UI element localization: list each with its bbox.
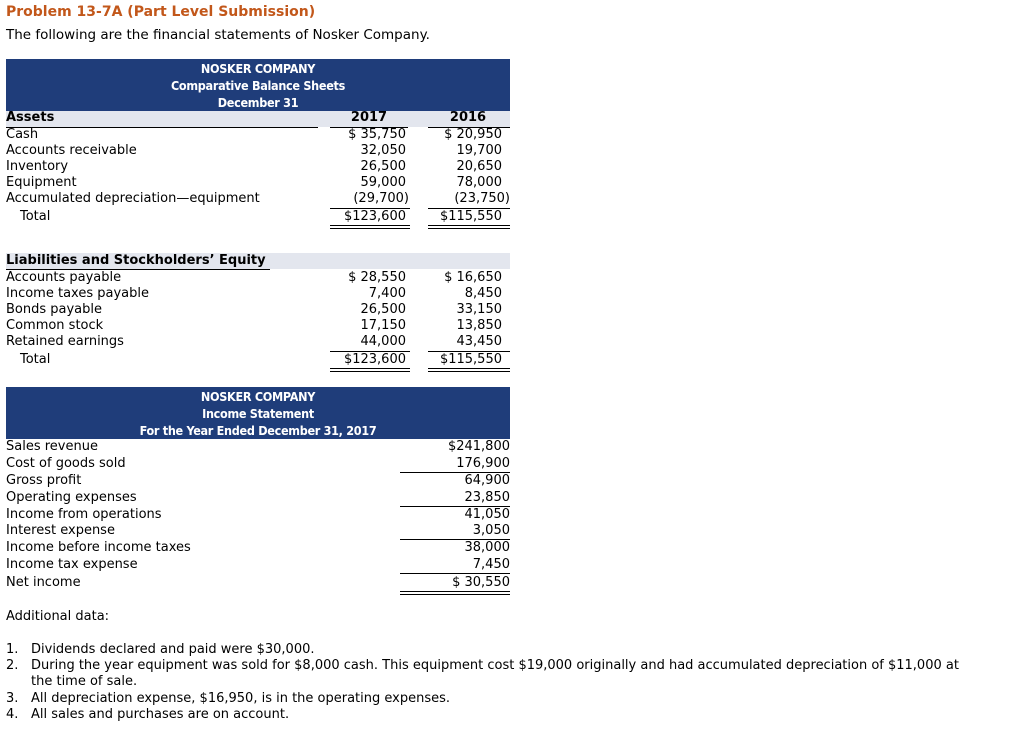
- asset-row-label: Inventory: [6, 159, 69, 174]
- additional-data-heading: Additional data:: [6, 609, 110, 624]
- is-row-label: Income from operations: [6, 507, 162, 522]
- item-number: 2.: [6, 658, 19, 673]
- asset-value-2017: (29,700): [353, 191, 409, 206]
- liability-value-2016: 13,850: [456, 318, 502, 333]
- asset-value-2016: 20,650: [456, 159, 502, 174]
- item-text-continued: the time of sale.: [31, 674, 138, 689]
- liability-value-2017: 17,150: [360, 318, 406, 333]
- is-row-value: 41,050: [464, 507, 510, 522]
- item-text: All sales and purchases are on account.: [31, 707, 290, 722]
- is-row-label: Sales revenue: [6, 439, 98, 454]
- is-row-value: 3,050: [472, 523, 510, 538]
- is-row-label: Cost of goods sold: [6, 456, 126, 471]
- asset-value-2017: 59,000: [360, 175, 406, 190]
- asset-value-2016: $ 20,950: [444, 127, 502, 142]
- is-row-label: Income tax expense: [6, 557, 138, 572]
- liability-row-label: Retained earnings: [6, 334, 124, 349]
- liability-row-label: Accounts payable: [6, 270, 122, 285]
- liab-total-2017: $123,600: [343, 352, 406, 367]
- asset-value-2016: 19,700: [456, 143, 502, 158]
- is-row-label: Net income: [6, 575, 81, 590]
- liabilities-header: Liabilities and Stockholders’ Equity: [6, 253, 266, 268]
- bs-date: December 31: [217, 95, 299, 110]
- liability-row-label: Income taxes payable: [6, 286, 149, 301]
- assets-header: Assets: [6, 110, 55, 125]
- liability-value-2016: 33,150: [456, 302, 502, 317]
- item-text: During the year equipment was sold for $8,000 cash. This equipment cost $19,000 originally and had accumulated depreciation of $11,000 at: [31, 658, 959, 673]
- assets-total-2016: $115,550: [439, 209, 502, 224]
- additional-item: [6, 691, 450, 707]
- asset-value-2016: (23,750): [454, 191, 510, 206]
- problem-title: Problem 13-7A (Part Level Submission): [6, 4, 316, 20]
- is-row-value: $241,800: [447, 439, 510, 454]
- item-number: 4.: [6, 707, 19, 722]
- asset-row-label: Accumulated depreciation—equipment: [6, 191, 260, 206]
- liab-total-label: Total: [20, 352, 51, 367]
- liability-value-2017: $ 28,550: [348, 270, 406, 285]
- assets-total-label: Total: [20, 209, 51, 224]
- balance-sheet-banner: [6, 59, 510, 112]
- asset-value-2017: $ 35,750: [348, 127, 406, 142]
- income-statement-banner: [6, 387, 510, 439]
- col-2017-header: 2017: [350, 110, 388, 125]
- asset-row-label: Equipment: [6, 175, 77, 190]
- asset-value-2016: 78,000: [456, 175, 502, 190]
- is-row-label: Operating expenses: [6, 490, 137, 505]
- item-text: Dividends declared and paid were $30,000.: [31, 642, 315, 657]
- additional-item: [6, 642, 315, 658]
- liability-value-2017: 7,400: [368, 286, 406, 301]
- intro-text: The following are the financial statements of Nosker Company.: [6, 27, 430, 43]
- is-company-name: NOSKER COMPANY: [200, 389, 316, 404]
- assets-total-2017: $123,600: [343, 209, 406, 224]
- asset-row-label: Accounts receivable: [6, 143, 137, 158]
- asset-value-2017: 32,050: [360, 143, 406, 158]
- is-row-label: Interest expense: [6, 523, 115, 538]
- is-row-label: Gross profit: [6, 473, 82, 488]
- asset-row-label: Cash: [6, 127, 39, 142]
- liability-value-2016: $ 16,650: [444, 270, 502, 285]
- is-row-label: Income before income taxes: [6, 540, 191, 555]
- liability-value-2016: 8,450: [464, 286, 502, 301]
- is-period: For the Year Ended December 31, 2017: [139, 423, 377, 438]
- liab-total-2016: $115,550: [439, 352, 502, 367]
- additional-item: [6, 707, 289, 723]
- is-row-value: 64,900: [464, 473, 510, 488]
- bs-company-name: NOSKER COMPANY: [200, 61, 316, 76]
- is-row-value: 7,450: [472, 557, 510, 572]
- item-text: All depreciation expense, $16,950, is in the operating expenses.: [31, 691, 451, 706]
- liability-value-2016: 43,450: [456, 334, 502, 349]
- item-number: 1.: [6, 642, 19, 657]
- liability-row-label: Bonds payable: [6, 302, 103, 317]
- net-income-value: $ 30,550: [452, 575, 510, 590]
- liability-value-2017: 26,500: [360, 302, 406, 317]
- is-row-value: 23,850: [464, 490, 510, 505]
- liability-row-label: Common stock: [6, 318, 104, 333]
- col-2016-header: 2016: [449, 110, 487, 125]
- asset-value-2017: 26,500: [360, 159, 406, 174]
- is-row-value: 176,900: [456, 456, 510, 471]
- is-row-value: 38,000: [464, 540, 510, 555]
- item-number: 3.: [6, 691, 19, 706]
- liability-value-2017: 44,000: [360, 334, 406, 349]
- is-statement-title: Income Statement: [202, 406, 314, 421]
- additional-item: [6, 658, 959, 674]
- bs-statement-title: Comparative Balance Sheets: [170, 78, 346, 93]
